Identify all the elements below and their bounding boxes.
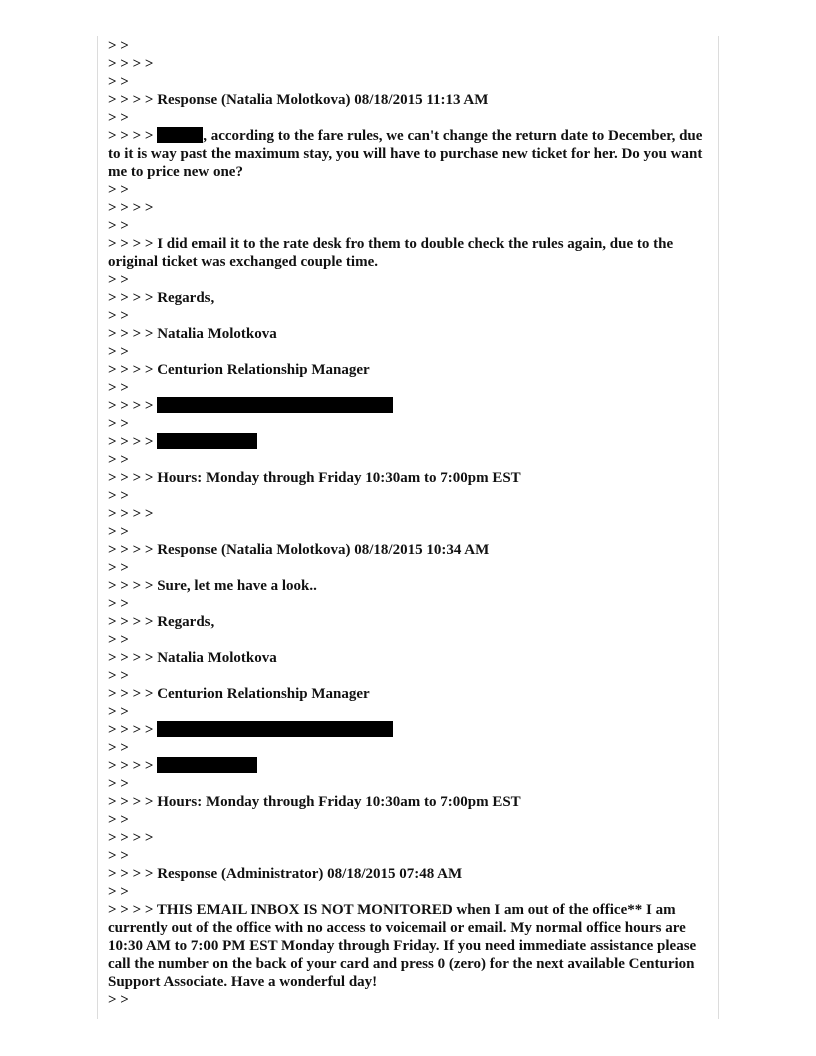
email-line bbox=[108, 343, 708, 361]
email-line bbox=[108, 397, 708, 415]
line-text: > > > > bbox=[108, 200, 154, 216]
quote-prefix: > > > > bbox=[108, 128, 158, 144]
email-line bbox=[108, 847, 708, 865]
email-line bbox=[108, 829, 708, 847]
line-text: > > > > Natalia Molotkova bbox=[108, 326, 277, 342]
line-text: > > > > Hours: Monday through Friday 10:30am to 7:00pm EST bbox=[108, 794, 521, 810]
email-line bbox=[108, 631, 708, 649]
email-line bbox=[108, 991, 708, 1009]
line-text: > > bbox=[108, 668, 129, 684]
quote-prefix: > > > > bbox=[108, 434, 158, 450]
email-line bbox=[108, 739, 708, 757]
line-text: > > > > I did email it to the rate desk fro them to double check the rules again, due to the original ticket was exchanged couple time. bbox=[108, 236, 677, 270]
email-line bbox=[108, 541, 708, 559]
line-text: > > bbox=[108, 344, 129, 360]
email-line bbox=[108, 181, 708, 199]
email-line bbox=[108, 883, 708, 901]
email-line bbox=[108, 865, 708, 883]
email-line bbox=[108, 577, 708, 595]
line-text: > > bbox=[108, 704, 129, 720]
redaction-block bbox=[157, 757, 257, 773]
email-line bbox=[108, 487, 708, 505]
email-line bbox=[108, 703, 708, 721]
email-line bbox=[108, 559, 708, 577]
redaction-block bbox=[157, 127, 203, 143]
email-line bbox=[108, 649, 708, 667]
email-line bbox=[108, 361, 708, 379]
email-line bbox=[108, 685, 708, 703]
redaction-block bbox=[157, 433, 257, 449]
line-text: > > bbox=[108, 884, 129, 900]
email-line bbox=[108, 901, 708, 991]
email-line bbox=[108, 271, 708, 289]
email-line bbox=[108, 523, 708, 541]
email-line bbox=[108, 199, 708, 217]
email-line bbox=[108, 109, 708, 127]
line-text: > > bbox=[108, 452, 129, 468]
email-line bbox=[108, 415, 708, 433]
line-text: > > > > THIS EMAIL INBOX IS NOT MONITORED when I am out of the office** I am currently out of the office with no access to voicemail or email. My normal office hours are 10:30 AM to 7:00 PM EST Monday through Friday. If you need immediate assistance please call the number on the back of your card and press 0 (zero) for the next available Centurion Support Associate. Have a wonderful day! bbox=[108, 902, 700, 990]
email-line bbox=[108, 217, 708, 235]
email-line bbox=[108, 451, 708, 469]
email-line bbox=[108, 793, 708, 811]
line-text: > > > > Natalia Molotkova bbox=[108, 650, 277, 666]
email-line bbox=[108, 505, 708, 523]
quote-prefix: > > > > bbox=[108, 758, 158, 774]
redaction-block bbox=[157, 721, 393, 737]
email-line bbox=[108, 127, 708, 181]
redaction-block bbox=[157, 397, 393, 413]
email-line bbox=[108, 307, 708, 325]
line-text: > > > > Sure, let me have a look.. bbox=[108, 578, 317, 594]
line-text: > > bbox=[108, 218, 129, 234]
line-text: > > > > Response (Administrator) 08/18/2015 07:48 AM bbox=[108, 866, 463, 882]
line-text: > > > > Centurion Relationship Manager bbox=[108, 686, 370, 702]
line-text: > > > > Centurion Relationship Manager bbox=[108, 362, 370, 378]
line-text: > > bbox=[108, 308, 129, 324]
line-text: > > bbox=[108, 560, 129, 576]
email-line bbox=[108, 595, 708, 613]
email-line bbox=[108, 37, 708, 55]
line-text: > > bbox=[108, 992, 129, 1008]
line-text: > > > > Regards, bbox=[108, 290, 215, 306]
line-text: > > > > Response (Natalia Molotkova) 08/18/2015 10:34 AM bbox=[108, 542, 490, 558]
line-text: > > bbox=[108, 110, 129, 126]
email-line bbox=[108, 73, 708, 91]
email-line bbox=[108, 91, 708, 109]
email-line bbox=[108, 667, 708, 685]
line-text: > > bbox=[108, 74, 129, 90]
line-text: > > > > Response (Natalia Molotkova) 08/18/2015 11:13 AM bbox=[108, 92, 489, 108]
line-text: > > bbox=[108, 776, 129, 792]
email-line bbox=[108, 613, 708, 631]
line-text: > > bbox=[108, 596, 129, 612]
line-text: > > > > bbox=[108, 830, 154, 846]
line-text: > > bbox=[108, 740, 129, 756]
email-line bbox=[108, 235, 708, 271]
line-text: > > bbox=[108, 848, 129, 864]
line-text: > > > > bbox=[108, 56, 154, 72]
email-line bbox=[108, 775, 708, 793]
quote-prefix: > > > > bbox=[108, 722, 158, 738]
line-text: , according to the fare rules, we can't change the return date to December, due to it is way past the maximum stay, you will have to purchase new ticket for her. Do you want me to price new one? bbox=[108, 128, 707, 180]
line-text: > > bbox=[108, 182, 129, 198]
line-text: > > bbox=[108, 524, 129, 540]
line-text: > > > > Hours: Monday through Friday 10:30am to 7:00pm EST bbox=[108, 470, 521, 486]
email-line bbox=[108, 289, 708, 307]
line-text: > > bbox=[108, 632, 129, 648]
line-text: > > bbox=[108, 488, 129, 504]
email-line bbox=[108, 433, 708, 451]
email-line bbox=[108, 811, 708, 829]
line-text: > > > > Regards, bbox=[108, 614, 215, 630]
email-line bbox=[108, 469, 708, 487]
line-text: > > bbox=[108, 812, 129, 828]
line-text: > > bbox=[108, 380, 129, 396]
quote-prefix: > > > > bbox=[108, 398, 158, 414]
line-text: > > > > bbox=[108, 506, 154, 522]
email-line bbox=[108, 757, 708, 775]
email-line bbox=[108, 379, 708, 397]
line-text: > > bbox=[108, 38, 129, 54]
email-line bbox=[108, 325, 708, 343]
line-text: > > bbox=[108, 416, 129, 432]
email-thread-body bbox=[108, 37, 708, 1009]
email-line bbox=[108, 721, 708, 739]
line-text: > > bbox=[108, 272, 129, 288]
email-line bbox=[108, 55, 708, 73]
